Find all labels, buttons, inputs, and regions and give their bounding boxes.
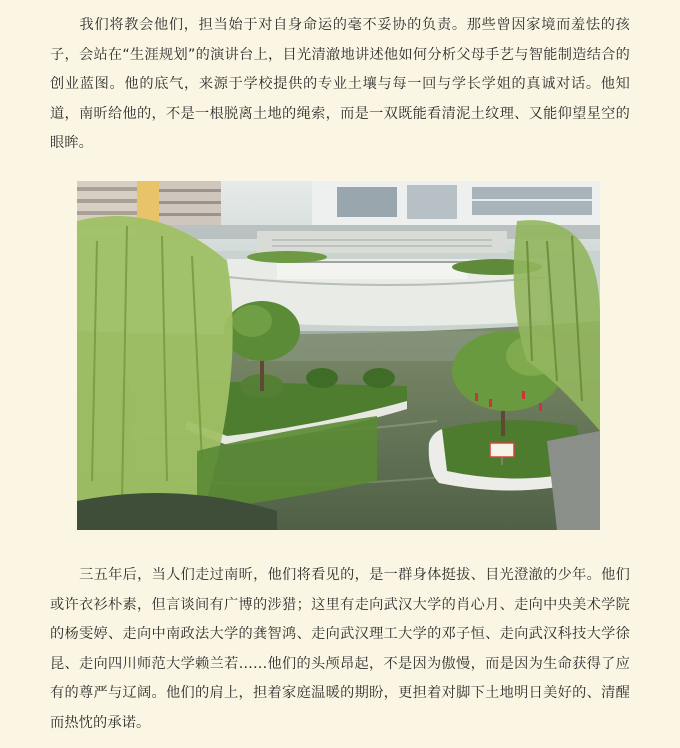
terrace-steps (257, 231, 507, 253)
campus-pond-illustration (77, 181, 600, 530)
garden-sign (490, 443, 514, 457)
right-building (312, 181, 600, 225)
article-paragraph-1 (50, 11, 630, 159)
article-paragraph-2 (50, 561, 630, 738)
campus-pond-photo (77, 181, 600, 530)
paragraph-2-text: 三五年后，当人们走过南昕，他们将看见的，是一群身体挺拔、目光澄澈的少年。他们或许衣衫朴素，但言谈间有广博的涉猎；这里有走向武汉大学的肖心月、走向中央美术学院的杨雯婷、走向中南政法大学的龚智鸿、走向武汉理工大学的邓子恒、走向武汉科技大学徐昆、走向四川师范大学赖兰若……他们的头颅昂起，不是因为傲慢，而是因为生命获得了应有的尊严与辽阔。他们的肩上，担着家庭温暖的期盼，更担着对脚下土地明日美好的、清醒而热忱的承诺。 (50, 567, 630, 731)
paragraph-1-text: 我们将教会他们，担当始于对自身命运的毫不妥协的负责。那些曾因家境而羞怯的孩子，会站在“生涯规划”的演讲台上，目光清澈地讲述他如何分析父母手艺与智能制造结合的创业蓝图。他的底气，来源于学校提供的专业土壤与每一回与学长学姐的真诚对话。他知道，南昕给他的，不是一根脱离土地的绳索，而是一双既能看清泥土纹理、又能仰望星空的眼眸。 (50, 17, 630, 151)
